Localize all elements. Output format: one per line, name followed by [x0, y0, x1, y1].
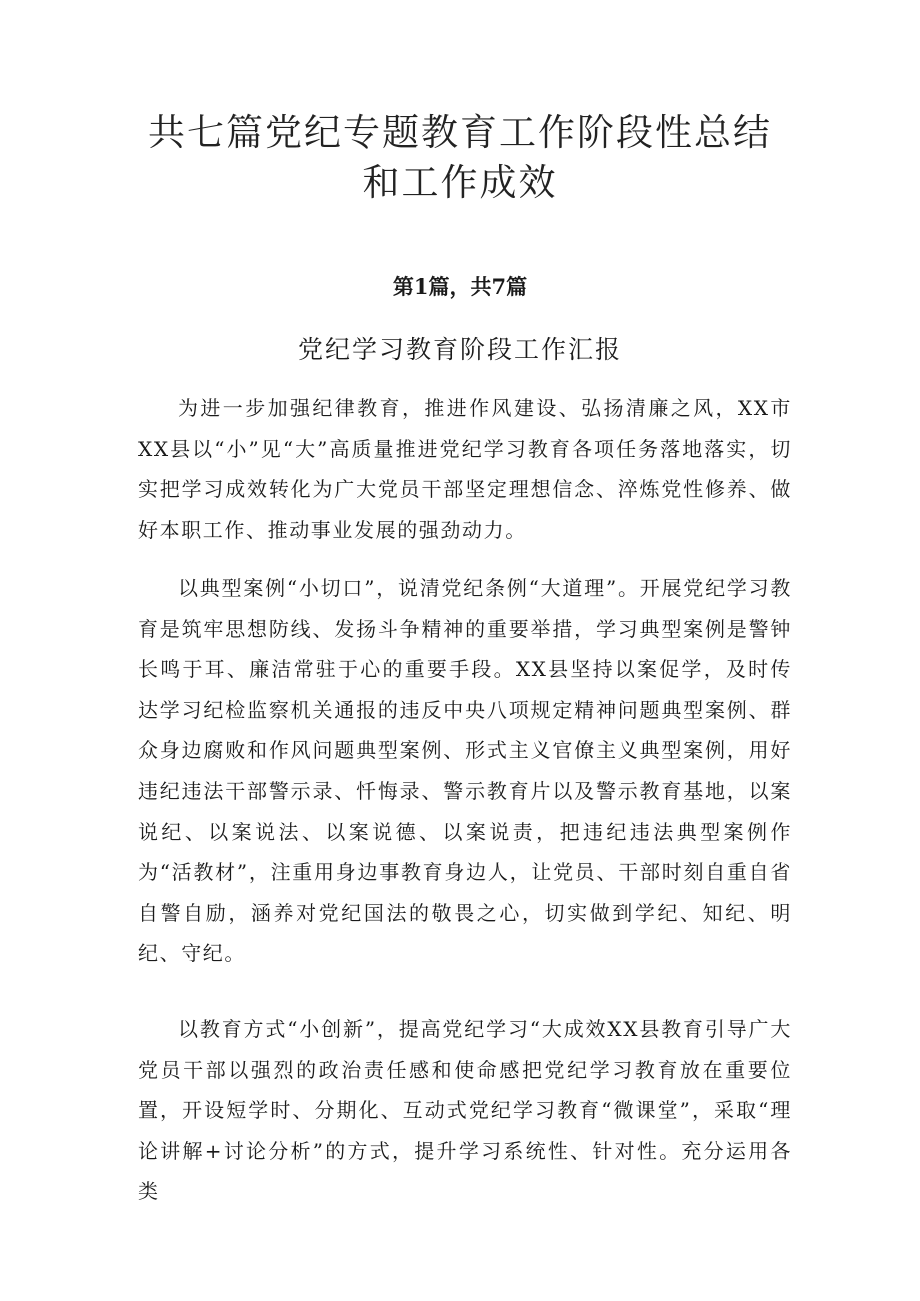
part-label: 第1篇，共7篇	[392, 274, 528, 299]
paragraph-education-methods: 以教育方式“小创新”，提高党纪学习“大成效XX县教育引导广大党员干部以强烈的政治责任感和使命感把党纪学习教育放在重要位置，开设短学时、分期化、互动式党纪学习教育“微课堂”，采取“理论讲解+讨论分析”的方式，提升学习系统性、针对性。充分运用各类	[138, 1017, 792, 1204]
paragraph-intro: 为进一步加强纪律教育，推进作风建设、弘扬清廉之风，XX市XX县以“小”见“大”高质量推进党纪学习教育各项任务落地落实，切实把学习成效转化为广大党员干部坚定理想信念、淬炼党性修养、做好本职工作、推动事业发展的强劲动力。	[138, 396, 792, 542]
document-title: 共七篇党纪专题教育工作阶段性总结和工作成效	[148, 111, 772, 204]
section-title: 党纪学习教育阶段工作汇报	[297, 335, 622, 364]
paragraph-typical-cases: 以典型案例“小切口”，说清党纪条例“大道理”。开展党纪学习教育是筑牢思想防线、发扬斗争精神的重要举措，学习典型案例是警钟长鸣于耳、廉洁常驻于心的重要手段。XX县坚持以案促学，及时传达学习纪检监察机关通报的违反中央八项规定精神问题典型案例、群众身边腐败和作风问题典型案例、形式主义官僚主义典型案例，用好违纪违法干部警示录、忏悔录、警示教育片以及警示教育基地，以案说纪、以案说法、以案说德、以案说责，把违纪违法典型案例作为“活教材”，注重用身边事教育身边人，让党员、干部时刻自重自省自警自励，涵养对党纪国法的敬畏之心，切实做到学纪、知纪、明纪、守纪。	[138, 576, 792, 966]
